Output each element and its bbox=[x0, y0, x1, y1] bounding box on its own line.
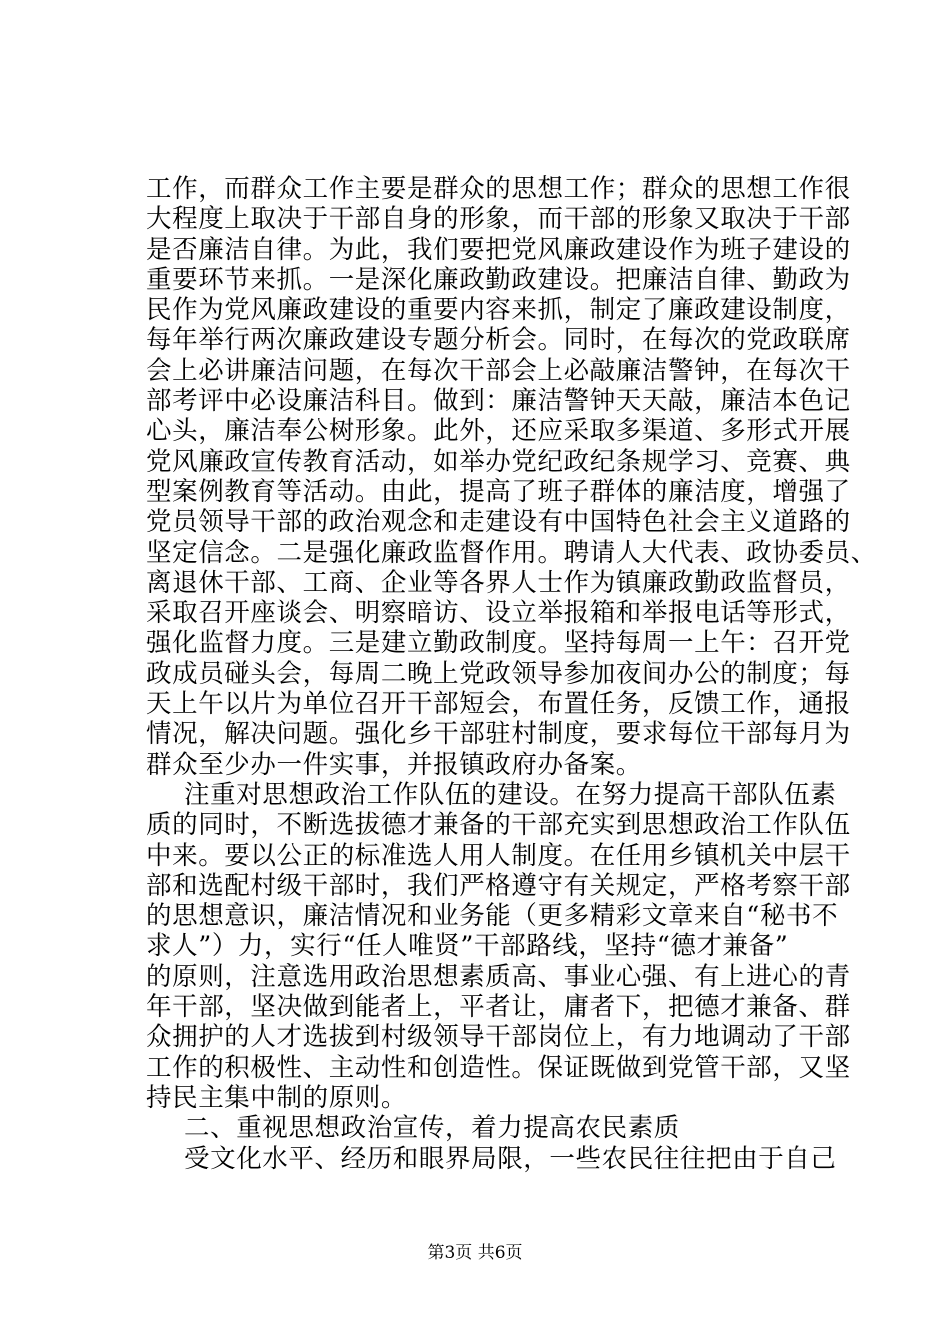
section-heading: 二、重视思想政治宣传，着力提高农民素质 bbox=[184, 1113, 680, 1144]
text-line: 坚定信念。二是强化廉政监督作用。聘请人大代表、政协委员、 bbox=[146, 537, 877, 568]
text-line: 的思想意识，廉洁情况和业务能（更多精彩文章来自“秘书不 bbox=[146, 901, 839, 932]
page-number-footer: 第3页 共6页 bbox=[427, 1243, 523, 1263]
text-line: 民作为党风廉政建设的重要内容来抓，制定了廉政建设制度， bbox=[146, 295, 851, 326]
text-line: 大程度上取决于干部自身的形象，而干部的形象又取决于干部 bbox=[146, 204, 851, 235]
text-line: 会上必讲廉洁问题，在每次干部会上必敲廉洁警钟，在每次干 bbox=[146, 355, 851, 386]
text-line: 持民主集中制的原则。 bbox=[146, 1082, 408, 1113]
text-line: 群众至少办一件实事，并报镇政府办备案。 bbox=[146, 749, 642, 780]
text-line: 质的同时，不断选拔德才兼备的干部充实到思想政治工作队伍 bbox=[146, 810, 851, 841]
text-line: 每年举行两次廉政建设专题分析会。同时，在每次的党政联席 bbox=[146, 325, 851, 356]
paragraph-first-line: 受文化水平、经历和眼界局限，一些农民往往把由于自己 bbox=[184, 1143, 837, 1174]
text-line: 天上午以片为单位召开干部短会，布置任务，反馈工作，通报 bbox=[146, 689, 851, 720]
text-line: 工作，而群众工作主要是群众的思想工作；群众的思想工作很 bbox=[146, 174, 851, 204]
text-line: 是否廉洁自律。为此，我们要把党风廉政建设作为班子建设的 bbox=[146, 234, 851, 265]
text-line: 采取召开座谈会、明察暗访、设立举报箱和举报电话等形式， bbox=[146, 598, 851, 629]
text-line: 强化监督力度。三是建立勤政制度。坚持每周一上午：召开党 bbox=[146, 628, 851, 659]
text-line: 年干部，坚决做到能者上，平者让，庸者下，把德才兼备、群 bbox=[146, 992, 851, 1023]
text-line: 心头，廉洁奉公树形象。此外，还应采取多渠道、多形式开展 bbox=[146, 416, 851, 447]
text-line: 的原则，注意选用政治思想素质高、事业心强、有上进心的青 bbox=[146, 961, 851, 992]
text-line: 型案例教育等活动。由此，提高了班子群体的廉洁度，增强了 bbox=[146, 476, 851, 507]
document-body bbox=[146, 174, 877, 1174]
text-line: 离退休干部、工商、企业等各界人士作为镇廉政勤政监督员， bbox=[146, 567, 851, 598]
text-line: 政成员碰头会，每周二晚上党政领导参加夜间办公的制度；每 bbox=[146, 658, 851, 689]
text-line: 众拥护的人才选拔到村级领导干部岗位上，有力地调动了干部 bbox=[146, 1022, 851, 1053]
text-line: 求人”）力，实行“任人唯贤”干部路线，坚持“德才兼备” bbox=[146, 931, 789, 962]
text-line: 情况，解决问题。强化乡干部驻村制度，要求每位干部每月为 bbox=[146, 719, 851, 750]
text-line: 中来。要以公正的标准选人用人制度。在任用乡镇机关中层干 bbox=[146, 840, 851, 871]
text-line: 部考评中必设廉洁科目。做到：廉洁警钟天天敲，廉洁本色记 bbox=[146, 386, 851, 417]
text-line: 党员领导干部的政治观念和走建设有中国特色社会主义道路的 bbox=[146, 507, 851, 538]
text-line: 工作的积极性、主动性和创造性。保证既做到党管干部，又坚 bbox=[146, 1052, 851, 1083]
text-line: 党风廉政宣传教育活动，如举办党纪政纪条规学习、竞赛、典 bbox=[146, 446, 851, 477]
paragraph-first-line: 注重对思想政治工作队伍的建设。在努力提高干部队伍素 bbox=[184, 779, 837, 810]
text-line: 部和选配村级干部时，我们严格遵守有关规定，严格考察干部 bbox=[146, 870, 851, 901]
text-line: 重要环节来抓。一是深化廉政勤政建设。把廉洁自律、勤政为 bbox=[146, 264, 851, 295]
